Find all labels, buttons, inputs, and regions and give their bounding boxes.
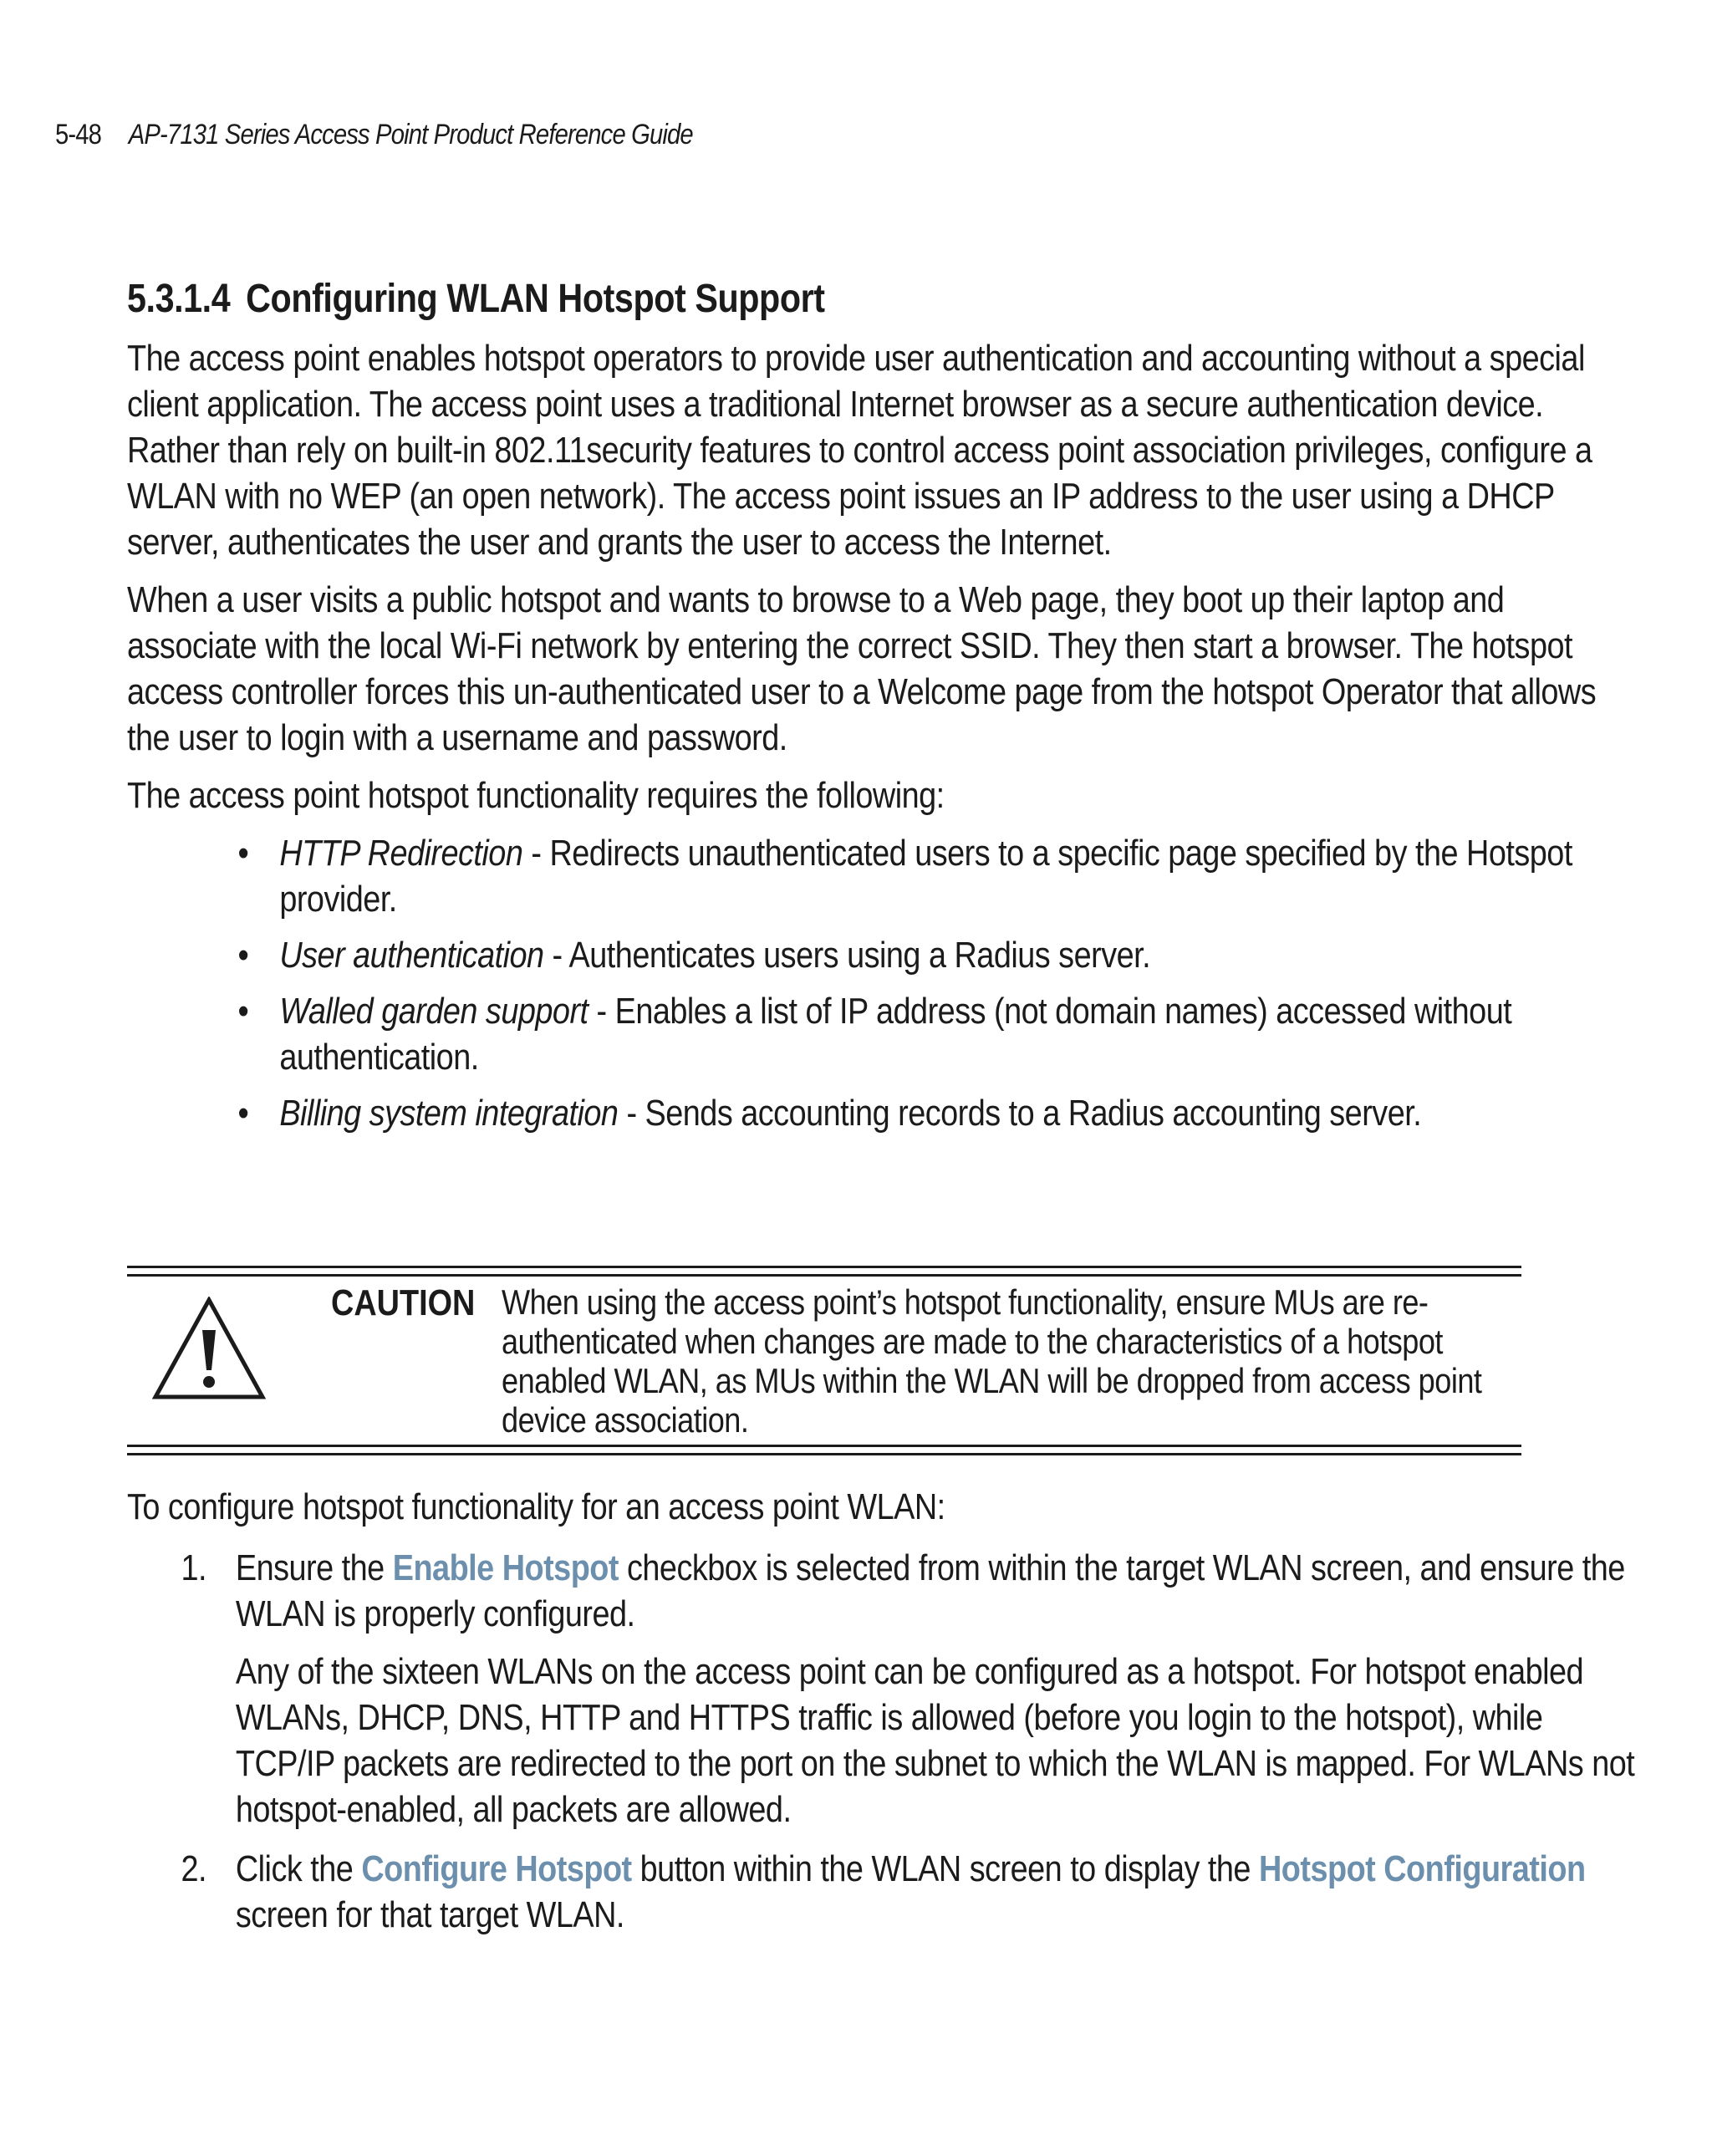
step-item xyxy=(181,1846,1637,1938)
list-item xyxy=(237,1090,1637,1136)
bullet-icon: • xyxy=(237,833,249,874)
section-number: 5.3.1.4 xyxy=(127,277,231,321)
bullet-icon: • xyxy=(237,1093,249,1134)
requirement-text: - Enables a list of IP address (not domain names) accessed without authentication. xyxy=(279,991,1512,1078)
step-number: 1. xyxy=(181,1547,207,1588)
requirement-term: Walled garden support xyxy=(279,991,588,1032)
list-item xyxy=(237,830,1637,922)
step-text: Click the xyxy=(235,1848,362,1889)
requirement-text: - Authenticates users using a Radius server. xyxy=(543,935,1151,976)
guide-title: AP-7131 Series Access Point Product Reference Guide xyxy=(128,119,693,150)
steps-list xyxy=(127,1545,1637,1938)
caution-text: When using the access point’s hotspot functionality, ensure MUs are re-authenticated when changes are made to the characteristics of a hotspot enabled WLAN, as MUs within the WLAN will be dropped from access point device association. xyxy=(502,1282,1482,1440)
requirements-list xyxy=(127,830,1637,1136)
warning-triangle-icon xyxy=(152,1297,266,1400)
step-note: Any of the sixteen WLANs on the access point can be configured as a hotspot. For hotspot enabled WLANs, DHCP, DNS, HTTP and HTTPS traffic is allowed (before you login to the hotspot), while TCP/IP packets are redirected to the port on the subnet to which the WLAN is mapped. For WLANs not hotspot-enabled, all packets are allowed. xyxy=(235,1651,1635,1830)
section-heading xyxy=(127,272,1637,327)
requirement-term: HTTP Redirection xyxy=(279,833,523,874)
running-header xyxy=(55,119,693,151)
caution-top-rule-inner xyxy=(127,1274,1521,1277)
requirement-term: Billing system integration xyxy=(279,1093,619,1134)
step-number: 2. xyxy=(181,1848,207,1889)
requirement-term: User authentication xyxy=(279,935,544,976)
step-item xyxy=(181,1545,1637,1832)
caution-bottom-rule xyxy=(127,1445,1521,1447)
steps-intro: To configure hotspot functionality for an access point WLAN: xyxy=(127,1486,945,1527)
step-text: Ensure the xyxy=(235,1547,393,1588)
step-text: checkbox is selected from within the target WLAN screen, and ensure the WLAN is properly configured. xyxy=(235,1547,1625,1634)
caution-top-rule xyxy=(127,1266,1521,1268)
enable-hotspot-reference: Enable Hotspot xyxy=(392,1547,619,1588)
procedure xyxy=(127,1484,1637,1951)
page-number: 5-48 xyxy=(55,119,102,150)
main-content xyxy=(127,272,1637,1146)
bullet-icon: • xyxy=(237,935,249,976)
step-text: screen for that target WLAN. xyxy=(235,1894,624,1935)
list-item xyxy=(237,988,1637,1080)
paragraph-user-visit: When a user visits a public hotspot and wants to browse to a Web page, they boot up their laptop and associate with the local Wi-Fi network by entering the correct SSID. They then start a browser. The hotspot access controller forces this un-authenticated user to a Welcome page from the hotspot Operator that allows the user to login with a username and password. xyxy=(127,579,1597,758)
list-item xyxy=(237,932,1637,978)
caution-box xyxy=(127,1266,1521,1456)
section-title: Configuring WLAN Hotspot Support xyxy=(246,277,825,321)
hotspot-configuration-reference: Hotspot Configuration xyxy=(1258,1848,1586,1889)
bullet-icon: • xyxy=(237,991,249,1032)
configure-hotspot-reference: Configure Hotspot xyxy=(361,1848,632,1889)
paragraph-intro: The access point enables hotspot operators to provide user authentication and accounting without a special client application. The access point uses a traditional Internet browser as a secure authentication device. Rather than rely on built-in 802.11security features to control access point association privileges, configure a WLAN with no WEP (an open network). The access point issues an IP address to the user using a DHCP server, authenticates the user and grants the user to access the Internet. xyxy=(127,338,1592,563)
caution-bottom-rule-inner xyxy=(127,1453,1521,1455)
paragraph-requirements-intro: The access point hotspot functionality requires the following: xyxy=(127,775,945,816)
requirement-text: - Sends accounting records to a Radius accounting server. xyxy=(618,1093,1422,1134)
step-text: button within the WLAN screen to display the xyxy=(631,1848,1259,1889)
caution-label: CAUTION xyxy=(331,1282,476,1323)
requirement-text: - Redirects unauthenticated users to a specific page specified by the Hotspot provider. xyxy=(279,833,1572,920)
